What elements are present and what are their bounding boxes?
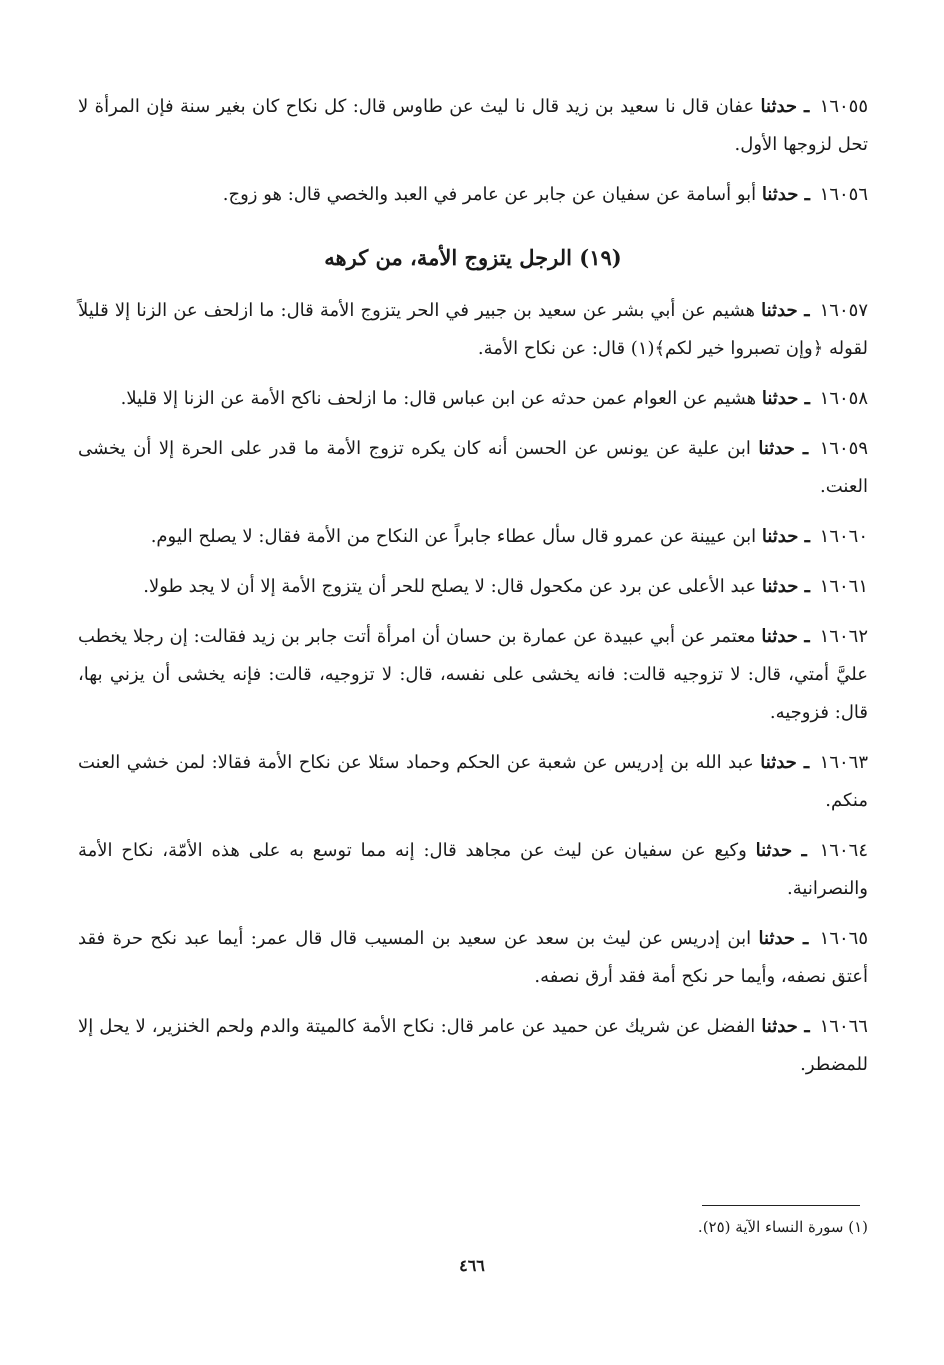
hadith-paragraph: [78, 1008, 868, 1084]
hadith-paragraph: [78, 176, 868, 214]
hadith-text: وكيع عن سفيان عن ليث عن مجاهد قال: إنه مما توسع به على هذه الأمّة، نكاح الأمة والنصرانية.: [78, 840, 868, 899]
chapter-heading: (١٩) الرجل يتزوج الأمة، من كرهه: [324, 245, 622, 270]
hadith-paragraph: [78, 292, 868, 368]
hadith-lead: ـ حدثنا: [761, 1016, 810, 1037]
page-number: ٤٦٦: [459, 1256, 485, 1275]
hadith-number: ١٦٠٦٤: [819, 840, 868, 861]
hadith-paragraph: [78, 568, 868, 606]
hadith-number: ١٦٠٥٧: [819, 300, 868, 321]
hadith-number: ١٦٠٥٥: [819, 96, 868, 117]
hadith-paragraph: [78, 920, 868, 996]
hadith-lead: ـ حدثنا: [760, 96, 810, 117]
paragraphs-after: [78, 292, 868, 1084]
hadith-lead: ـ حدثنا: [761, 184, 810, 205]
hadith-number: ١٦٠٦٢: [819, 626, 868, 647]
hadith-number: ١٦٠٦٠: [819, 526, 868, 547]
hadith-number: ١٦٠٥٩: [819, 438, 868, 459]
hadith-text: هشيم عن أبي بشر عن سعيد بن جبير في الحر يتزوج الأمة قال: ما ازلحف عن الزنا إلا قليلاً لقوله ﴿وإن تصبروا خير لكم﴾(١) قال: عن نكاح الأمة.: [78, 300, 868, 359]
hadith-paragraph: [78, 88, 868, 164]
hadith-number: ١٦٠٦٦: [819, 1016, 868, 1037]
hadith-lead: ـ حدثنا: [761, 626, 810, 647]
hadith-paragraph: [78, 518, 868, 556]
hadith-text: الفضل عن شريك عن حميد عن عامر قال: نكاح الأمة كالميتة والدم ولحم الخنزير، لا يحل إلا للمضطر.: [78, 1016, 868, 1075]
hadith-text: عبد الأعلى عن برد عن مكحول قال: لا يصلح للحر أن يتزوج الأمة إلا أن لا يجد طولا.: [143, 576, 757, 597]
footnote-divider: [702, 1205, 860, 1206]
hadith-number: ١٦٠٥٦: [819, 184, 868, 205]
page-body: [78, 88, 868, 1096]
hadith-number: ١٦٠٦١: [819, 576, 868, 597]
hadith-paragraph: [78, 832, 868, 908]
hadith-text: عبد الله بن إدريس عن شعبة عن الحكم وحماد سئلا عن نكاح الأمة فقالا: لمن خشي العنت منكم.: [78, 752, 868, 811]
hadith-lead: ـ حدثنا: [761, 388, 810, 409]
hadith-text: عفان قال نا سعيد بن زيد قال نا ليث عن طاوس قال: كل نكاح كان بغير سنة فإن المرأة لا تحل لزوجها الأول.: [78, 96, 868, 155]
hadith-number: ١٦٠٦٥: [819, 928, 868, 949]
paragraphs-before: [78, 88, 868, 214]
hadith-text: ابن إدريس عن ليث بن سعد عن سعيد بن المسيب قال قال عمر: أيما عبد نكح حرة فقد أعتق نصفه، وأيما حر نكح أمة فقد أرق نصفه.: [78, 928, 868, 987]
hadith-text: معتمر عن أبي عبيدة عن عمارة بن حسان أن امرأة أتت جابر بن زيد فقالت: إن رجلا يخطب عليَّ أمتي، قال: لا تزوجيه قالت: فانه يخشى على نفسه، قال: لا تزوجيه، قالت: فإنه يخشى أن يزني بها، قال: فزوجيه.: [78, 626, 868, 723]
hadith-paragraph: [78, 380, 868, 418]
hadith-number: ١٦٠٦٣: [819, 752, 868, 773]
hadith-lead: ـ حدثنا: [761, 576, 810, 597]
hadith-lead: ـ حدثنا: [755, 840, 807, 861]
hadith-text: أبو أسامة عن سفيان عن جابر عن عامر في العبد والخصي قال: هو زوج.: [222, 184, 757, 205]
hadith-text: ابن علية عن يونس عن الحسن أنه كان يكره تزوج الأمة ما قدر على الحرة إلا أن يخشى العنت.: [78, 438, 868, 497]
hadith-text: هشيم عن العوام عمن حدثه عن ابن عباس قال: ما ازلحف ناكح الأمة عن الزنا إلا قليلا.: [120, 388, 757, 409]
hadith-lead: ـ حدثنا: [758, 928, 809, 949]
hadith-lead: ـ حدثنا: [758, 438, 809, 459]
hadith-lead: ـ حدثنا: [761, 526, 810, 547]
hadith-paragraph: [78, 618, 868, 732]
hadith-lead: ـ حدثنا: [760, 752, 810, 773]
hadith-lead: ـ حدثنا: [761, 300, 810, 321]
hadith-paragraph: [78, 430, 868, 506]
hadith-paragraph: [78, 744, 868, 820]
hadith-number: ١٦٠٥٨: [819, 388, 868, 409]
footnote: (١) سورة النساء الآية (٢٥).: [697, 1218, 868, 1236]
hadith-text: ابن عيينة عن عمرو قال سأل عطاء جابراً عن النكاح من الأمة فقال: لا يصلح اليوم.: [150, 526, 757, 547]
